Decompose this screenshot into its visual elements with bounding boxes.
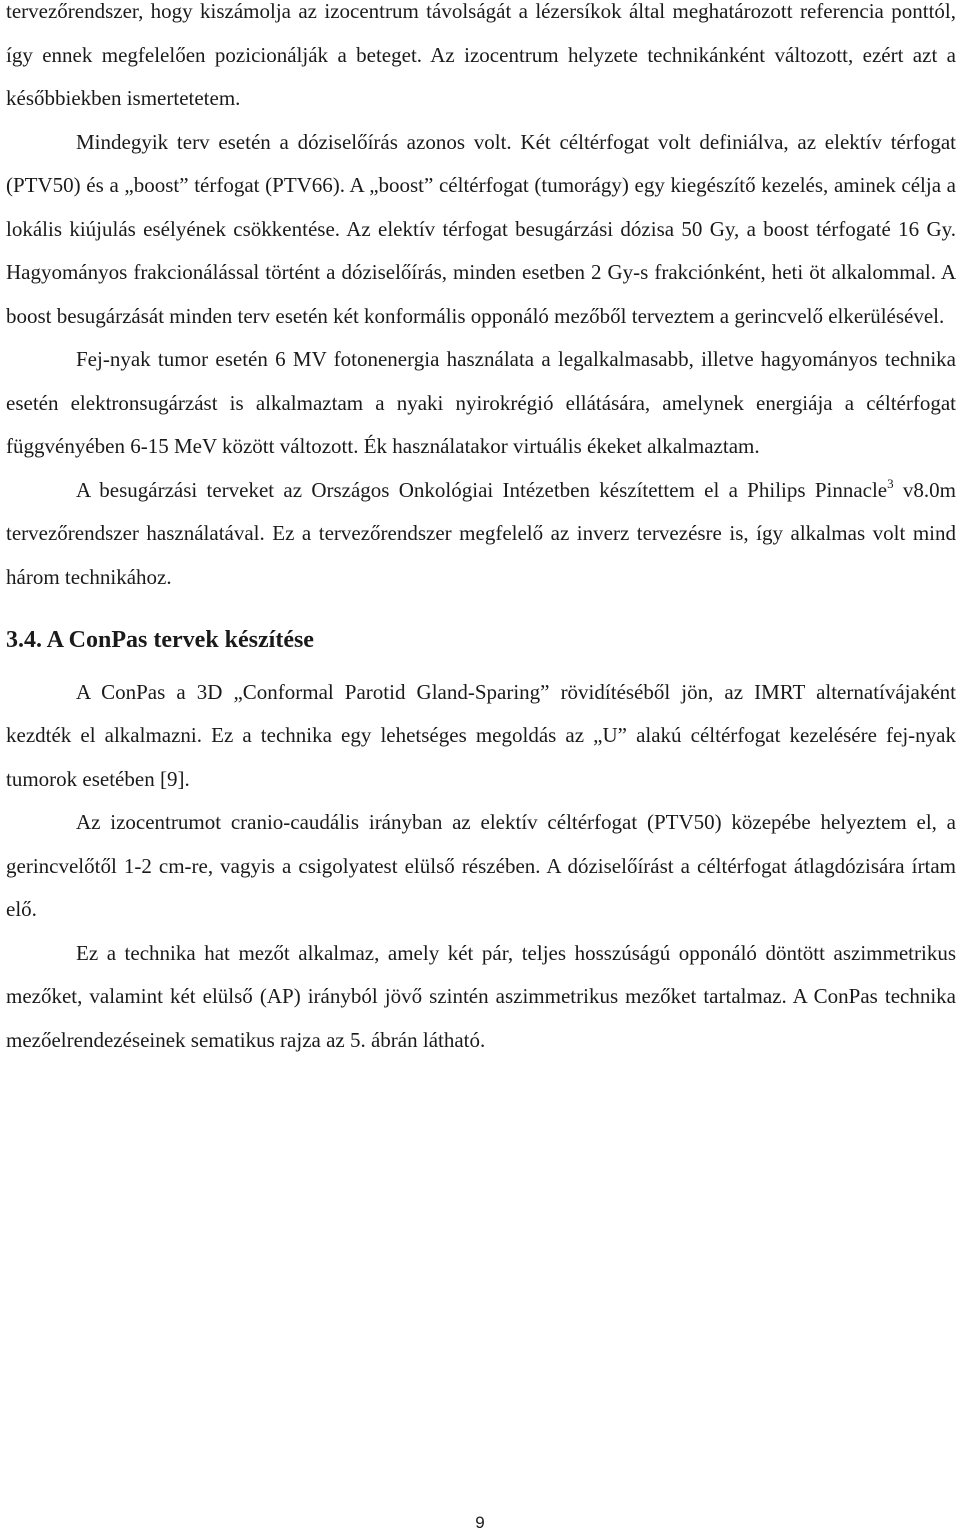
page-number: 9 bbox=[475, 1513, 485, 1532]
paragraph-photon-energy: Fej-nyak tumor esetén 6 MV fotonenergia használata a legalkalmasabb, illetve hagyományos technika esetén elektronsugárzást is alkalmaztam a nyaki nyirokrégió ellátására, amelynek energiája a céltérfogat függvényében 6-15 MeV között változott. Ék használatakor virtuális ékeket alkalmaztam. bbox=[6, 347, 956, 458]
document-page bbox=[6, 0, 956, 1062]
pinnacle-text-after: v8.0m tervezőrendszer használatával. Ez a tervezőrendszer megfelelő az inverz tervezésre is, így alkalmas volt mind három technikához. bbox=[6, 477, 957, 589]
section-heading: 3.4. A ConPas tervek készítése bbox=[6, 627, 314, 653]
paragraph-planning-system bbox=[6, 469, 956, 600]
paragraph-continuation: tervezőrendszer, hogy kiszámolja az izocentrum távolságát a lézersíkok által meghatározott referencia ponttól, így ennek megfelelően pozicionálják a beteget. Az izocentrum helyzete technikánként változott, ezért azt a későbbiekben ismertetetem. bbox=[6, 0, 956, 110]
pinnacle-text-before: A besugárzási terveket az Országos Onkológiai Intézetben készítettem el a Philips Pinnacle bbox=[76, 477, 888, 502]
paragraph-fields: Ez a technika hat mezőt alkalmaz, amely két pár, teljes hosszúságú opponáló döntött aszimmetrikus mezőket, valamint két elülső (AP) irányból jövő szintén aszimmetrikus mezőket tartalmaz. A ConPas technika mezőelrendezéseinek sematikus rajza az 5. ábrán látható. bbox=[6, 940, 956, 1052]
paragraph-conpas-intro: A ConPas a 3D „Conformal Parotid Gland-Sparing” rövidítéséből jön, az IMRT alternatívájaként kezdték el alkalmazni. Ez a technika egy lehetséges megoldás az „U” alakú céltérfogat kezelésére fej-nyak tumorok esetében [9]. bbox=[6, 679, 956, 791]
pinnacle-superscript: 3 bbox=[887, 475, 894, 491]
paragraph-dose-prescription: Mindegyik terv esetén a dóziselőírás azonos volt. Két céltérfogat volt definiálva, az elektív térfogat (PTV50) és a „boost” térfogat (PTV66). A „boost” céltérfogat (tumorágy) egy kiegészítő kezelés, aminek célja a lokális kiújulás esélyének csökkentése. Az elektív térfogat besugárzási dózisa 50 Gy, a boost térfogaté 16 Gy. Hagyományos frakcionálással történt a dóziselőírás, minden esetben 2 Gy-s frakciónként, heti öt alkalommal. A boost besugárzását minden terv esetén két konformális opponáló mezőből terveztem a gerincvelő elkerülésével. bbox=[6, 129, 956, 328]
paragraph-isocenter: Az izocentrumot cranio-caudális irányban az elektív céltérfogat (PTV50) közepébe helyeztem el, a gerincvelőtől 1-2 cm-re, vagyis a csigolyatest elülső részében. A dóziselőírást a céltérfogat átlagdózisára írtam elő. bbox=[6, 810, 956, 921]
